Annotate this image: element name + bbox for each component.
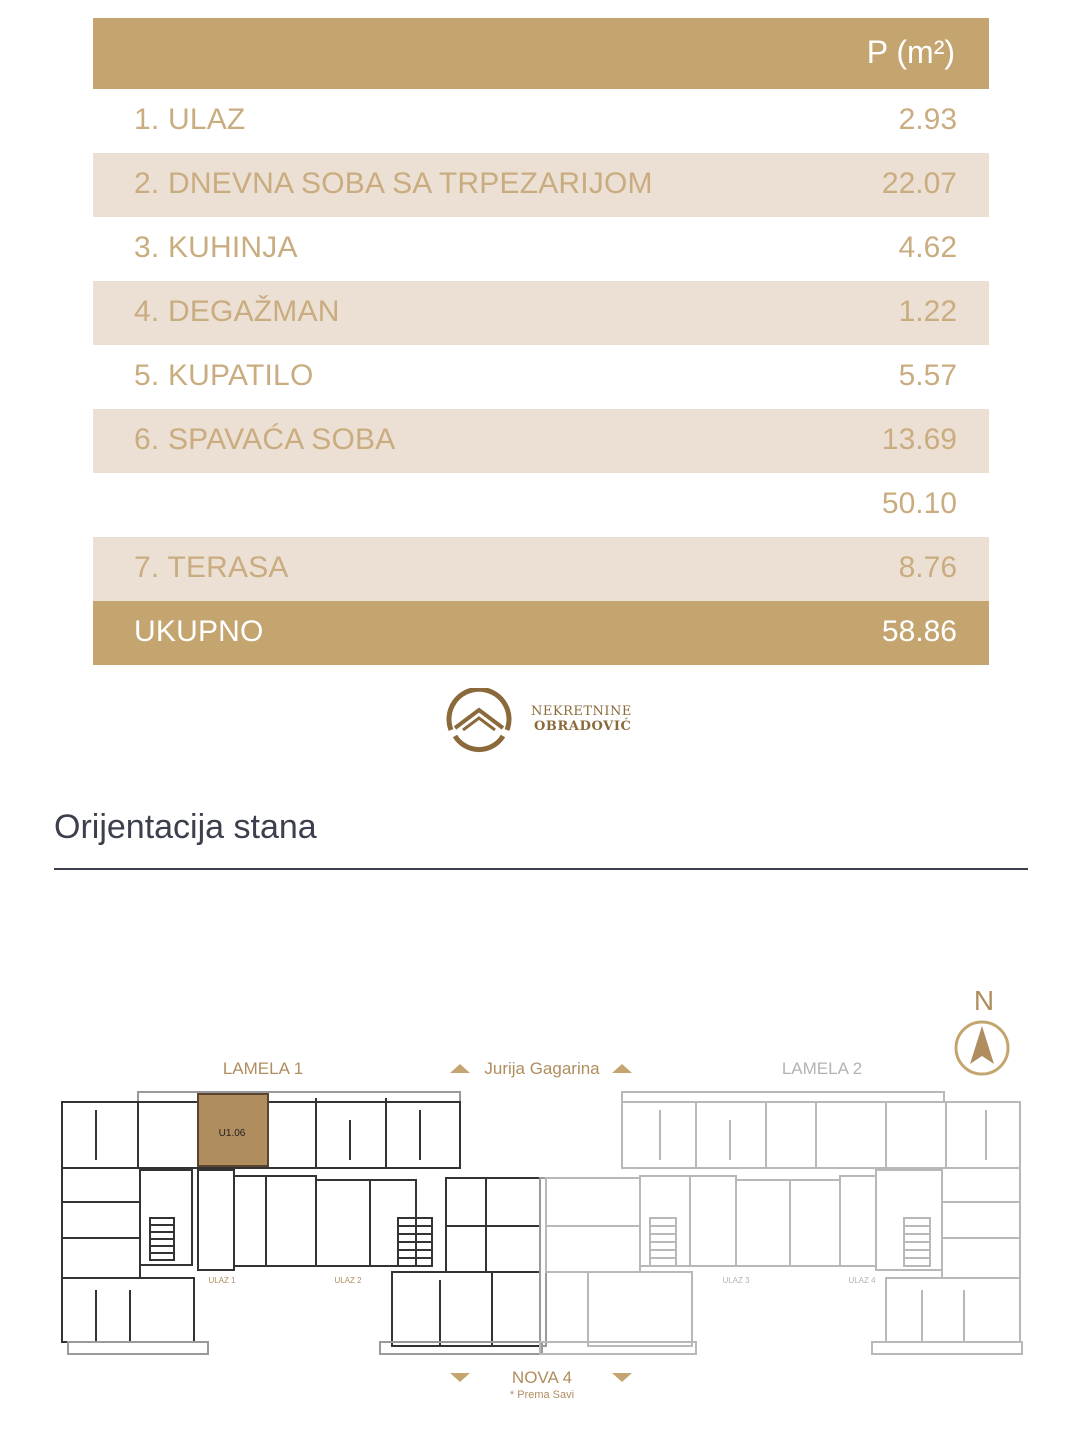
table-row bbox=[93, 281, 989, 345]
table-row-subtotal bbox=[93, 473, 989, 537]
table-row bbox=[93, 345, 989, 409]
arrow-down-icon bbox=[450, 1373, 470, 1382]
room-area: 22.07 bbox=[881, 167, 957, 200]
room-label: 4. DEGAŽMAN bbox=[134, 295, 340, 328]
table-row bbox=[93, 537, 989, 601]
table-row-total bbox=[93, 601, 989, 665]
room-area: 4.62 bbox=[898, 231, 957, 264]
total-label: UKUPNO bbox=[134, 615, 264, 648]
table-row bbox=[93, 89, 989, 153]
room-label: 5. KUPATILO bbox=[134, 359, 314, 392]
entrance-label: ULAZ 4 bbox=[848, 1276, 876, 1285]
company-logo bbox=[445, 688, 645, 758]
lamela2-building bbox=[540, 1092, 1022, 1354]
room-label: 1. ULAZ bbox=[134, 103, 246, 136]
lamela2-label: LAMELA 2 bbox=[781, 1059, 863, 1078]
street-bottom-label: NOVA 4 bbox=[511, 1368, 573, 1387]
arrow-down-icon bbox=[612, 1373, 632, 1382]
room-area: 2.93 bbox=[898, 103, 957, 136]
section-divider bbox=[54, 868, 1028, 870]
table-row bbox=[93, 409, 989, 473]
street-top-label: Jurija Gagarina bbox=[484, 1059, 600, 1078]
room-label: 6. SPAVAĆA SOBA bbox=[134, 423, 396, 456]
entrance-label: ULAZ 2 bbox=[334, 1276, 362, 1285]
subtotal-area: 50.10 bbox=[881, 487, 957, 520]
logo-line1: NEKRETNINE bbox=[531, 704, 632, 719]
compass-north-label: N bbox=[973, 985, 995, 1016]
room-area: 13.69 bbox=[881, 423, 957, 456]
room-label: 3. KUHINJA bbox=[134, 231, 298, 264]
total-area: 58.86 bbox=[881, 615, 957, 648]
room-label: 7. TERASA bbox=[134, 551, 289, 584]
arrow-up-icon bbox=[612, 1064, 632, 1073]
logo-line2: OBRADOVIĆ bbox=[534, 719, 632, 734]
section-title: Orijentacija stana bbox=[54, 808, 317, 846]
room-area: 1.22 bbox=[898, 295, 957, 328]
entrance-label: ULAZ 1 bbox=[208, 1276, 236, 1285]
arrow-up-icon bbox=[450, 1064, 470, 1073]
area-column-header: P (m²) bbox=[866, 34, 955, 70]
lamela1-label: LAMELA 1 bbox=[222, 1059, 304, 1078]
area-table bbox=[93, 18, 989, 665]
room-area: 8.76 bbox=[898, 551, 957, 584]
table-row bbox=[93, 153, 989, 217]
house-arch-icon bbox=[445, 688, 515, 758]
street-bottom-note: * Prema Savi bbox=[509, 1389, 575, 1401]
unit-label: U1.06 bbox=[218, 1128, 246, 1139]
compass-icon bbox=[956, 985, 1008, 1074]
entrance-label: ULAZ 3 bbox=[722, 1276, 750, 1285]
lamela1-building bbox=[62, 1092, 546, 1354]
room-area: 5.57 bbox=[898, 359, 957, 392]
table-header bbox=[93, 18, 989, 89]
room-label: 2. DNEVNA SOBA SA TRPEZARIJOM bbox=[134, 167, 653, 200]
floor-plan bbox=[0, 980, 1080, 1420]
table-row bbox=[93, 217, 989, 281]
